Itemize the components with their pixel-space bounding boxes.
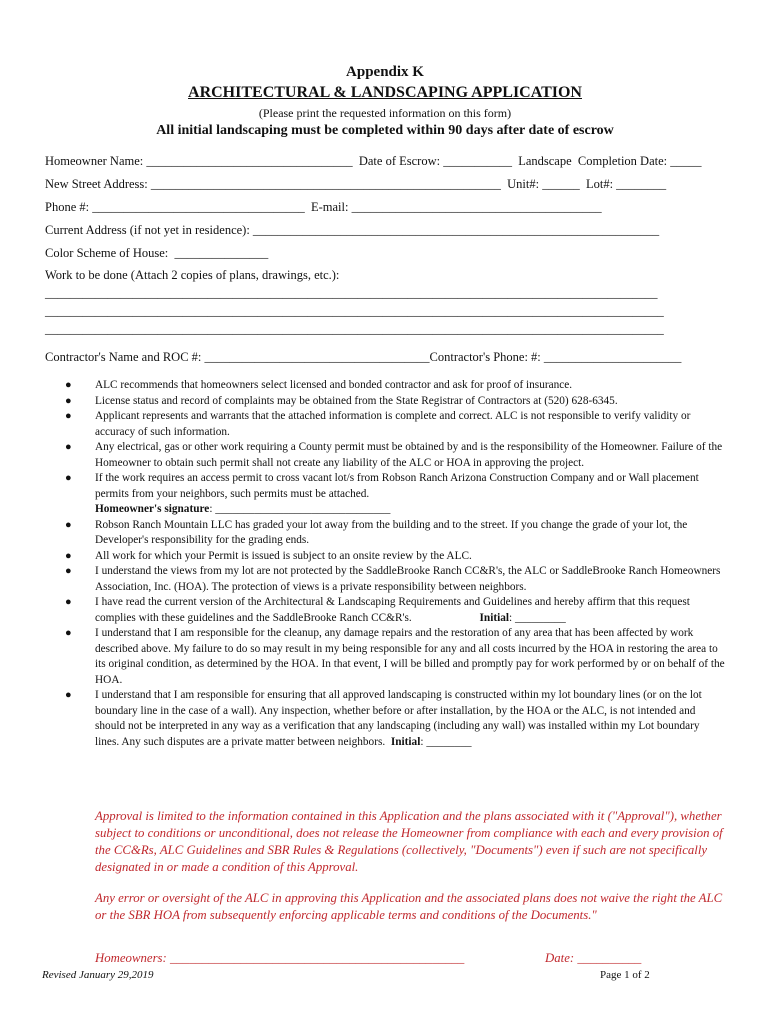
signature-line[interactable]: : _______________________________	[209, 503, 391, 515]
work-line-3[interactable]: ___________________________________________________________________________________________________	[45, 322, 664, 336]
bullet-text: Applicant represents and warrants that the attached information is complete and correct. ALC is not responsible to verify validity or accuracy of such information.	[95, 410, 691, 438]
list-item: ● ALC recommends that homeowners select licensed and bonded contractor and ask for proof of insurance.	[65, 379, 573, 391]
work-to-be-done-label: Work to be done (Attach 2 copies of plans, drawings, etc.):	[45, 268, 340, 282]
list-item: ● License status and record of complaints may be obtained from the State Registrar of Contractors at (520) 628-6345.	[65, 394, 618, 407]
color-scheme-field[interactable]: Color Scheme of House: _______________	[45, 246, 269, 260]
list-item: ● Any electrical, gas or other work requiring a County permit must be obtained by and is the responsibility of the Homeowner. Failure of the Homeowner to obtain such permit shall not create any liability of the ALC or HOA in approving the project.	[65, 441, 723, 469]
street-address-field[interactable]: New Street Address: ________________________________________________________ Unit#: ______ Lot#: ________	[45, 177, 667, 191]
initial-line[interactable]: : ________	[420, 735, 472, 748]
revision-date: Revised January 29,2019	[42, 969, 154, 981]
initial-label: Initial	[390, 735, 421, 748]
list-item: ● I understand that I am responsible for the cleanup, any damage repairs and the restoration of any area that has been affected by work described above. My failure to do so may result in my being responsible for any and all costs incurred by the HOA in restoring the area to its original condition, as determined by the HOA. In that event, I will be billed and promptly pay for work performed by or on behalf of the HOA.	[65, 627, 725, 686]
list-item: ● Applicant represents and warrants that the attached information is complete and correct. ALC is not responsible to verify validity or accuracy of such information.	[65, 410, 691, 438]
page-subtitle: (Please print the requested information on this form)	[258, 106, 512, 120]
list-item: ● I have read the current version of the Architectural & Landscaping Requirements and Guidelines and hereby affirm that this request complies with these guidelines and the SaddleBrooke Ranch CC&R's. Initial: _________	[65, 596, 690, 624]
list-item: ● All work for which your Permit is issued is subject to an onsite review by the ALC.	[65, 549, 472, 562]
phone-email-field[interactable]: Phone #: __________________________________ E-mail: ________________________________________	[45, 200, 602, 214]
work-line-2[interactable]: ___________________________________________________________________________________________________	[45, 304, 664, 318]
bullet-text: I understand that I am responsible for the cleanup, any damage repairs and the restoration of any area that has been affected by work described above. My failure to do so may result in my being responsible for any and all costs incurred by the HOA in restoring the area to its original condition, as determined by the HOA. In that event, I will be billed and promptly pay for work performed by or on behalf of the HOA.	[95, 627, 725, 686]
list-item: ● I understand that I am responsible for ensuring that all approved landscaping is constructed within my lot boundary lines (or on the lot boundary line in the case of a wall). Any inspection, whether before or after installation, by the HOA or the ALC, is not intended and should not be interpreted in any way as a verification that any landscaping (including any wall) was installed within my Lot boundary lines. Any such disputes are a private matter between neighbors. Initial: ________	[65, 689, 702, 748]
homeowner-name-field[interactable]: Homeowner Name: _________________________________ Date of Escrow: ___________ Landscape Completion Date: _____	[45, 154, 702, 168]
initial-line[interactable]: : _________	[509, 611, 566, 624]
page-title: ARCHITECTURAL & LANDSCAPING APPLICATION	[188, 84, 582, 101]
approval-disclaimer: Approval is limited to the information contained in this Application and the plans associated with it ("Approval"), whether subject to conditions or unconditional, does not release the Homeowner from compliance with each and every provision of the CC&Rs, ALC Guidelines and SBR Rules & Regulations (collectively, "Documents") even if such are not specifically designated in or made a condition of this Approval.	[95, 809, 723, 874]
bullet-text: Any electrical, gas or other work requiring a County permit must be obtained by and is the responsibility of the Homeowner. Failure of the Homeowner to obtain such permit shall not create any liability of the ALC or HOA in approving the project.	[95, 441, 723, 469]
initial-label: Initial	[479, 611, 510, 624]
bullet-text: All work for which your Permit is issued is subject to an onsite review by the ALC.	[95, 549, 472, 562]
list-item: ● If the work requires an access permit to cross vacant lot/s from Robson Ranch Arizona Construction Company and or Wall placement permits from your neighbors, such permits must be attached. Homeowner's signature: _______________________________	[65, 472, 699, 515]
bullet-text: I have read the current version of the Architectural & Landscaping Requirements and Guidelines and hereby affirm that this request complies with these guidelines and the SaddleBrooke Ranch CC&R's.	[95, 596, 690, 624]
contractor-field[interactable]: Contractor's Name and ROC #: ____________________________________Contractor's Phone: #: ______________________	[45, 350, 682, 364]
bullet-text: I understand the views from my lot are not protected by the SaddleBrooke Ranch CC&R's, the ALC or SaddleBrooke Ranch Homeowners Association, Inc. (HOA). The protection of views is a private responsibility between neighbors.	[95, 565, 721, 593]
completion-notice: All initial landscaping must be completed within 90 days after date of escrow	[156, 123, 614, 138]
terms-list	[45, 378, 725, 750]
homeowners-signature-field[interactable]: Homeowners: ______________________________________________	[95, 951, 465, 965]
page-number: Page 1 of 2	[600, 969, 650, 981]
signature-label: Homeowner's signature	[95, 503, 210, 515]
work-line-1[interactable]: __________________________________________________________________________________________________	[45, 286, 658, 300]
date-field[interactable]: Date: __________	[545, 951, 642, 965]
bullet-text: Robson Ranch Mountain LLC has graded your lot away from the building and to the street. If you change the grade of your lot, the Developer's responsibility for the grading ends.	[95, 518, 688, 546]
appendix-label: Appendix K	[346, 64, 424, 80]
bullet-text: ALC recommends that homeowners select licensed and bonded contractor and ask for proof of insurance.	[95, 379, 573, 391]
bullet-text: License status and record of complaints may be obtained from the State Registrar of Contractors at (520) 628-6345.	[95, 394, 618, 407]
current-address-field[interactable]: Current Address (if not yet in residence): _________________________________________________________________	[45, 223, 660, 237]
error-disclaimer: Any error or oversight of the ALC in approving this Application and the associated plans does not waive the right the ALC or the SBR HOA from subsequently enforcing applicable terms and conditions of the Documents."	[95, 891, 723, 922]
list-item: ● Robson Ranch Mountain LLC has graded your lot away from the building and to the street. If you change the grade of your lot, the Developer's responsibility for the grading ends.	[65, 518, 688, 546]
list-item: ● I understand the views from my lot are not protected by the SaddleBrooke Ranch CC&R's, the ALC or SaddleBrooke Ranch Homeowners Association, Inc. (HOA). The protection of views is a private responsibility between neighbors.	[65, 565, 721, 593]
bullet-text: I understand that I am responsible for ensuring that all approved landscaping is constructed within my lot boundary lines (or on the lot boundary line in the case of a wall). Any inspection, whether before or after installation, by the HOA or the ALC, is not intended and should not be interpreted in any way as a verification that any landscaping (including any wall) was installed within my Lot boundary lines. Any such disputes are a private matter between neighbors.	[95, 689, 702, 748]
bullet-text: If the work requires an access permit to cross vacant lot/s from Robson Ranch Arizona Construction Company and or Wall placement permits from your neighbors, such permits must be attached.	[95, 472, 699, 500]
